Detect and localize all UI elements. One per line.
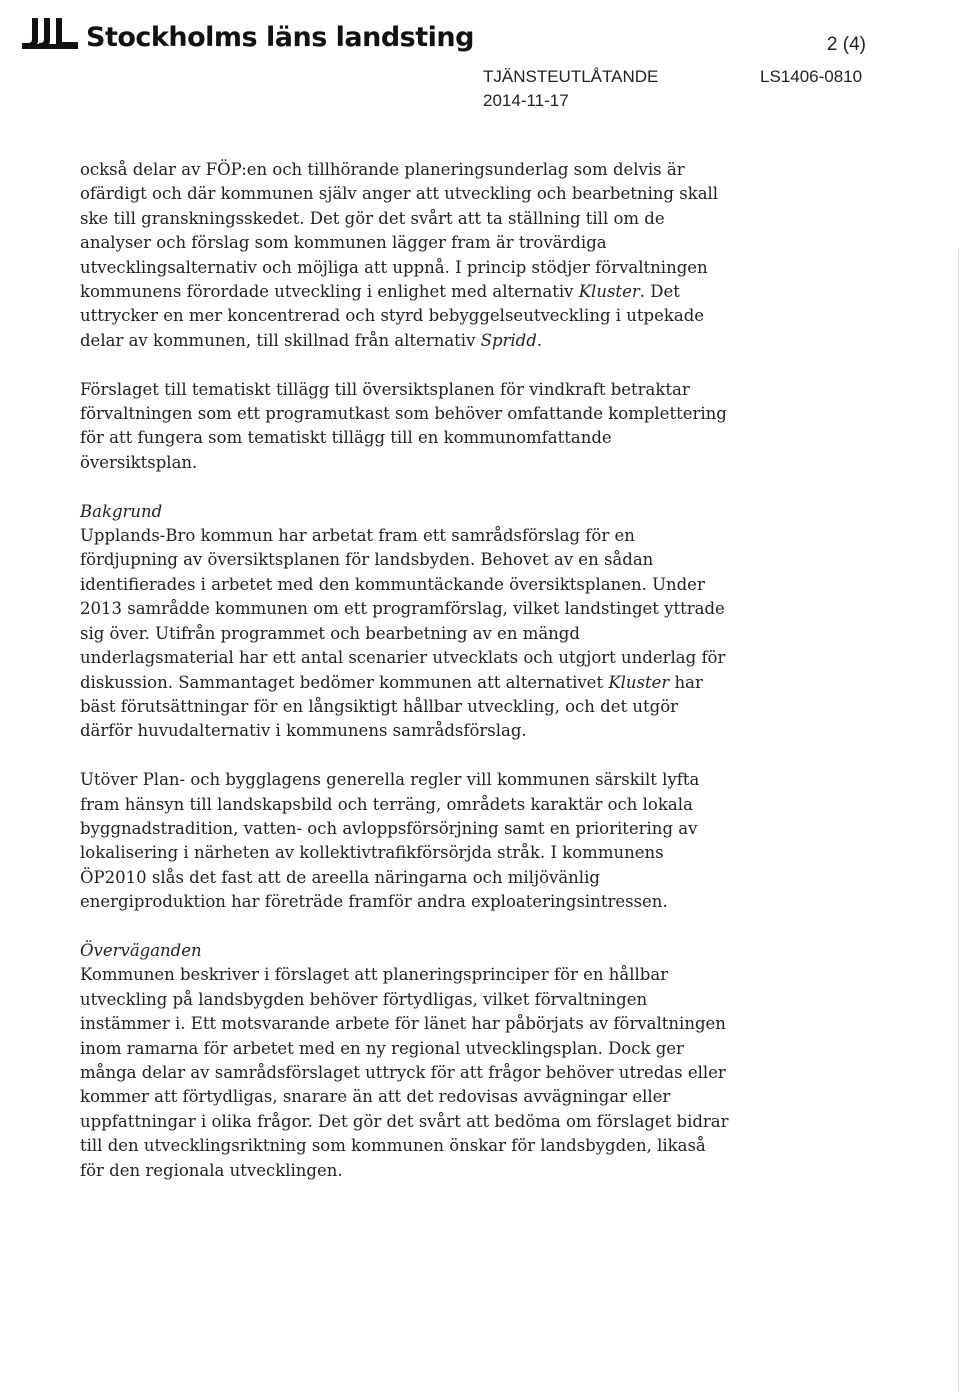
- section-heading-overvaganden: Överväganden: [80, 940, 202, 960]
- paragraph-3-part-b: har bäst förutsättningar för en långsiktigt hållbar utveckling, och det utgör därför huvudalternativ i kommunens samrådsförslag.: [80, 672, 703, 741]
- scan-edge-line: [958, 250, 959, 1390]
- document-body: [80, 158, 730, 1207]
- section-heading-bakgrund: Bakgrund: [80, 501, 163, 521]
- alternative-kluster-2: Kluster: [608, 672, 670, 692]
- paragraph-5: Kommunen beskriver i förslaget att planeringsprinciper för en hållbar utveckling på landsbygden behöver förtydligas, vilket förvaltningen instämmer i. Ett motsvarande arbete för länet har påbörjats av förvaltningen inom ramarna för arbetet med en ny regional utvecklingsplan. Dock ger många delar av samrådsförslaget uttryck för att frågor behöver utredas eller kommer att förtydligas, snarare än att det redovisas avvägningar eller uppfattningar i olika frågor. Det gör det svårt att bedöma om förslaget bidrar till den utvecklingsriktning som kommunen önskar för landsbygden, likaså för den regionala utvecklingen.: [80, 965, 729, 1180]
- paragraph-1: [80, 158, 730, 353]
- paragraph-1-part-c: .: [536, 330, 543, 350]
- paragraph-3: [80, 524, 730, 744]
- document-reference: LS1406-0810: [760, 67, 863, 86]
- organization-name: Stockholms läns landsting: [86, 22, 474, 53]
- document-date: 2014-11-17: [483, 91, 569, 110]
- paragraph-4: Utöver Plan- och bygglagens generella regler vill kommunen särskilt lyfta fram hänsyn till landskapsbild och terräng, områdets karaktär och lokala byggnadstradition, vatten- och avloppsförsörjning samt en prioritering av lokalisering i närheten av kollektivtrafikförsörjda stråk. I kommunens ÖP2010 slås det fast att de areella näringarna och miljövänlig energiproduktion har företräde framför andra exploateringsintressen.: [80, 770, 700, 912]
- page-number: 2 (4): [826, 34, 866, 55]
- paragraph-3-part-a: Upplands-Bro kommun har arbetat fram ett samrådsförslag för en fördjupning av översiktsplanen för landsbyden. Behovet av en sådan identifierades i arbetet med den kommuntäckande översiktsplanen. Under 2013 samrådde kommunen om ett programförslag, vilket landstinget yttrade sig över. Utifrån programmet och bearbetning av en mängd underlagsmaterial har ett antal scenarier utvecklats och utgjort underlag för diskussion. Sammantaget bedömer kommunen att alternativet: [80, 526, 726, 692]
- paragraph-1-part-a: också delar av FÖP:en och tillhörande planeringsunderlag som delvis är ofärdigt och där kommunen själv anger att utveckling och bearbetning skall ske till granskningsskedet. Det gör det svårt att ta ställning till om de analyser och förslag som kommunen lägger fram är trovärdiga utvecklingsalternativ och möjliga att uppnå. I princip stödjer förvaltningen kommunens förordade utveckling i enlighet med alternativ: [80, 160, 719, 302]
- alternative-spridd: Spridd: [480, 330, 537, 350]
- alternative-kluster: Kluster: [578, 282, 640, 302]
- paragraph-2: Förslaget till tematiskt tillägg till översiktsplanen för vindkraft betraktar förvaltningen som ett programutkast som behöver omfattande komplettering för att fungera som tematiskt tillägg till en kommunomfattande översiktsplan.: [80, 379, 727, 472]
- document-type: TJÄNSTEUTLÅTANDE: [483, 67, 659, 86]
- document-header: [0, 0, 960, 120]
- paragraph-1-part-b: . Det uttrycker en mer koncentrerad och styrd bebyggelseutveckling i utpekade delar av kommunen, till skillnad från alternativ: [80, 282, 705, 350]
- sll-logo-icon: [20, 14, 82, 56]
